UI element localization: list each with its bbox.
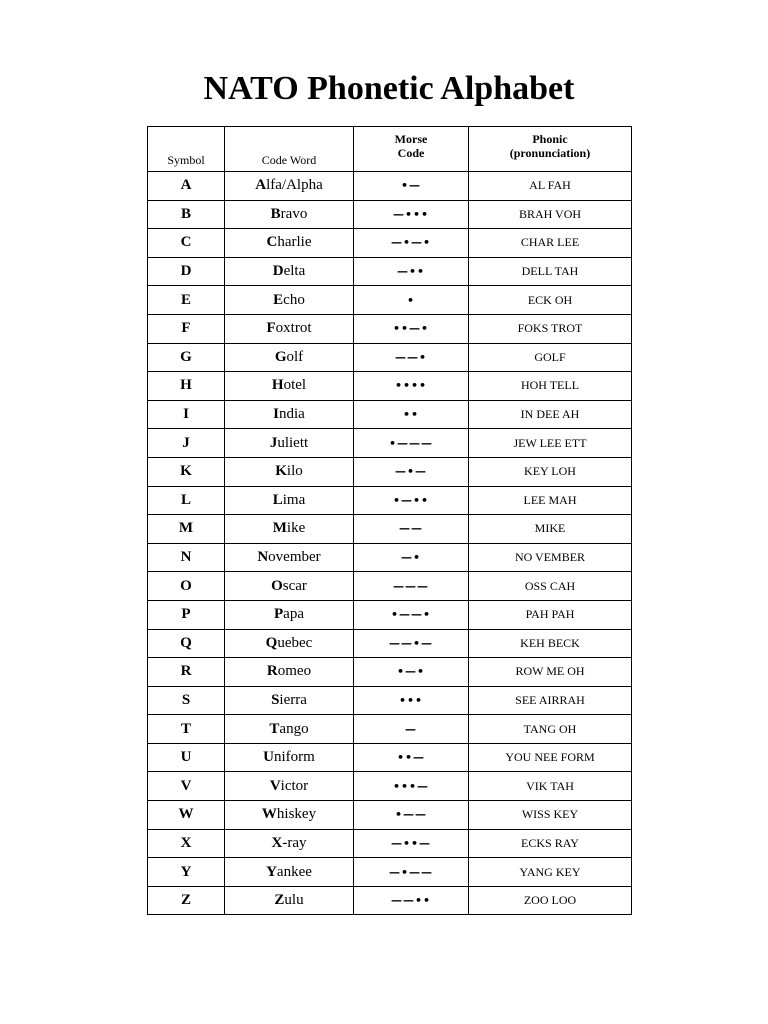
code-word-initial: H (271, 377, 284, 394)
code-word-initial: O (271, 577, 283, 594)
phonic-cell: NO VEMBER (469, 543, 632, 572)
code-word-cell (225, 572, 354, 601)
code-word-initial: T (269, 720, 280, 737)
header-phonic-line2: (pronunciation) (509, 146, 591, 160)
code-word-cell (225, 658, 354, 687)
morse-code-cell: • (354, 286, 469, 315)
code-word-rest: hiskey (276, 806, 317, 823)
table-row (148, 543, 632, 572)
code-word-cell (225, 829, 354, 858)
table-row (148, 457, 632, 486)
code-word-cell (225, 543, 354, 572)
symbol-cell: B (148, 200, 225, 229)
table-row (148, 372, 632, 401)
morse-code-cell: —•—— (354, 858, 469, 887)
phonic-cell: ECKS RAY (469, 829, 632, 858)
code-word-cell (225, 886, 354, 915)
table-row (148, 801, 632, 830)
table-row (148, 829, 632, 858)
phonic-cell: ROW ME OH (469, 658, 632, 687)
symbol-cell: S (148, 686, 225, 715)
morse-code-cell: —• (354, 543, 469, 572)
table-row (148, 400, 632, 429)
code-word-initial: Y (266, 863, 277, 880)
symbol-cell: H (148, 372, 225, 401)
morse-code-cell: •——• (354, 600, 469, 629)
code-word-rest: ango (279, 720, 309, 737)
symbol-cell: F (148, 314, 225, 343)
code-word-initial: R (266, 663, 278, 680)
phonic-cell: KEH BECK (469, 629, 632, 658)
code-word-initial: P (274, 606, 284, 623)
morse-code-cell: •••— (354, 772, 469, 801)
table-row (148, 429, 632, 458)
symbol-cell: V (148, 772, 225, 801)
phonic-cell: HOH TELL (469, 372, 632, 401)
phonic-cell: ZOO LOO (469, 886, 632, 915)
code-word-initial: G (274, 348, 287, 365)
symbol-cell: O (148, 572, 225, 601)
code-word-initial: K (275, 463, 287, 480)
code-word-cell (225, 400, 354, 429)
symbol-cell: P (148, 600, 225, 629)
morse-code-cell: ——•— (354, 629, 469, 658)
phonic-cell: KEY LOH (469, 457, 632, 486)
symbol-cell: N (148, 543, 225, 572)
code-word-rest: oxtrot (275, 320, 312, 337)
table-row (148, 772, 632, 801)
morse-code-cell: ——• (354, 343, 469, 372)
code-word-rest: harlie (277, 234, 312, 251)
table-row (148, 286, 632, 315)
code-word-initial: X (271, 834, 283, 851)
header-code-word (225, 127, 354, 172)
code-word-rest: ravo (280, 205, 308, 222)
header-morse-line1: Morse (394, 132, 428, 146)
table-row (148, 572, 632, 601)
code-word-initial: I (273, 406, 279, 423)
symbol-cell: Y (148, 858, 225, 887)
header-symbol-label: Symbol (167, 153, 205, 167)
table-row (148, 886, 632, 915)
morse-code-cell: ••— (354, 743, 469, 772)
morse-code-cell: —•• (354, 257, 469, 286)
code-word-initial: A (255, 177, 267, 194)
table-row (148, 229, 632, 258)
table-row (148, 257, 632, 286)
symbol-cell: M (148, 515, 225, 544)
morse-code-cell: —••• (354, 200, 469, 229)
phonic-cell: WISS KEY (469, 801, 632, 830)
code-word-rest: ike (286, 520, 306, 537)
code-word-rest: ulu (284, 892, 304, 909)
code-word-rest: ima (282, 491, 306, 508)
phonic-cell: YOU NEE FORM (469, 743, 632, 772)
code-word-initial: C (266, 234, 278, 251)
code-word-rest: ictor (280, 777, 309, 794)
symbol-cell: Z (148, 886, 225, 915)
phonic-cell: TANG OH (469, 715, 632, 744)
phonic-cell: JEW LEE ETT (469, 429, 632, 458)
code-word-rest: ierra (279, 691, 307, 708)
phonic-cell: SEE AIRRAH (469, 686, 632, 715)
phonetic-alphabet-table (147, 126, 632, 915)
code-word-cell (225, 629, 354, 658)
table-row (148, 515, 632, 544)
code-word-initial: Z (274, 892, 285, 909)
code-word-cell (225, 286, 354, 315)
symbol-cell: I (148, 400, 225, 429)
header-phonic (469, 127, 632, 172)
morse-code-cell: •——— (354, 429, 469, 458)
morse-code-cell: •• (354, 400, 469, 429)
symbol-cell: E (148, 286, 225, 315)
code-word-initial: B (270, 205, 281, 222)
code-word-cell (225, 372, 354, 401)
symbol-cell: X (148, 829, 225, 858)
table-row (148, 200, 632, 229)
code-word-initial: U (263, 749, 274, 766)
phonic-cell: YANG KEY (469, 858, 632, 887)
symbol-cell: R (148, 658, 225, 687)
morse-code-cell: —•— (354, 457, 469, 486)
header-morse-code (354, 127, 469, 172)
morse-code-cell: •—• (354, 658, 469, 687)
code-word-cell (225, 257, 354, 286)
phonic-cell: AL FAH (469, 172, 632, 201)
table-row (148, 743, 632, 772)
code-word-rest: otel (283, 377, 307, 394)
code-word-initial: N (257, 549, 269, 566)
code-word-rest: ilo (286, 463, 303, 480)
morse-code-cell: ••• (354, 686, 469, 715)
morse-code-cell: — (354, 715, 469, 744)
code-word-cell (225, 343, 354, 372)
header-symbol (148, 127, 225, 172)
header-code-word-label: Code Word (261, 153, 317, 167)
phonic-cell: MIKE (469, 515, 632, 544)
table-row (148, 658, 632, 687)
code-word-cell (225, 772, 354, 801)
code-word-rest: uebec (277, 634, 313, 651)
phonic-cell: CHAR LEE (469, 229, 632, 258)
code-word-rest: -ray (282, 834, 307, 851)
code-word-initial: Q (265, 634, 278, 651)
code-word-initial: D (272, 263, 284, 280)
code-word-cell (225, 229, 354, 258)
code-word-rest: ndia (279, 406, 305, 423)
morse-code-cell: •—•• (354, 486, 469, 515)
symbol-cell: A (148, 172, 225, 201)
symbol-cell: Q (148, 629, 225, 658)
code-word-cell (225, 457, 354, 486)
code-word-initial: E (273, 291, 284, 308)
code-word-rest: uliett (277, 434, 309, 451)
table-row (148, 600, 632, 629)
morse-code-cell: ——•• (354, 886, 469, 915)
header-morse-line2: Code (397, 146, 425, 160)
symbol-cell: U (148, 743, 225, 772)
morse-code-cell: —— (354, 515, 469, 544)
phonic-cell: BRAH VOH (469, 200, 632, 229)
table-row (148, 715, 632, 744)
code-word-initial: V (269, 777, 281, 794)
code-word-cell (225, 743, 354, 772)
code-word-rest: ovember (268, 549, 321, 566)
phonic-cell: GOLF (469, 343, 632, 372)
header-phonic-line1: Phonic (532, 132, 568, 146)
code-word-rest: elta (283, 263, 306, 280)
table-row (148, 629, 632, 658)
symbol-cell: G (148, 343, 225, 372)
morse-code-cell: ——— (354, 572, 469, 601)
morse-code-cell: •••• (354, 372, 469, 401)
phonic-cell: VIK TAH (469, 772, 632, 801)
table-row (148, 858, 632, 887)
morse-code-cell: —•—• (354, 229, 469, 258)
table-row (148, 486, 632, 515)
code-word-cell (225, 686, 354, 715)
code-word-cell (225, 801, 354, 830)
code-word-initial: M (272, 520, 287, 537)
phonic-cell: IN DEE AH (469, 400, 632, 429)
table-body (148, 172, 632, 915)
code-word-rest: niform (274, 749, 315, 766)
page-title: NATO Phonetic Alphabet (203, 70, 575, 107)
morse-code-cell: •—— (354, 801, 469, 830)
code-word-cell (225, 200, 354, 229)
symbol-cell: K (148, 457, 225, 486)
code-word-cell (225, 600, 354, 629)
phonic-cell: DELL TAH (469, 257, 632, 286)
code-word-rest: olf (286, 348, 304, 365)
symbol-cell: W (148, 801, 225, 830)
code-word-initial: S (271, 691, 280, 708)
phonic-cell: FOKS TROT (469, 314, 632, 343)
code-word-initial: F (266, 320, 276, 337)
code-word-cell (225, 486, 354, 515)
code-word-rest: ankee (276, 863, 312, 880)
code-word-cell (225, 429, 354, 458)
code-word-initial: J (269, 434, 278, 451)
morse-code-cell: —••— (354, 829, 469, 858)
code-word-cell (225, 715, 354, 744)
code-word-cell (225, 314, 354, 343)
code-word-cell (225, 515, 354, 544)
symbol-cell: L (148, 486, 225, 515)
morse-code-cell: ••—• (354, 314, 469, 343)
code-word-initial: W (261, 806, 277, 823)
code-word-cell (225, 172, 354, 201)
code-word-rest: omeo (277, 663, 312, 680)
phonic-cell: LEE MAH (469, 486, 632, 515)
code-word-rest: cho (283, 291, 305, 308)
phonic-cell: ECK OH (469, 286, 632, 315)
code-word-rest: scar (282, 577, 307, 594)
phonic-cell: PAH PAH (469, 600, 632, 629)
symbol-cell: D (148, 257, 225, 286)
table-row (148, 314, 632, 343)
table-row (148, 686, 632, 715)
symbol-cell: T (148, 715, 225, 744)
code-word-rest: apa (283, 606, 304, 623)
code-word-initial: L (272, 491, 283, 508)
symbol-cell: C (148, 229, 225, 258)
phonic-cell: OSS CAH (469, 572, 632, 601)
table-row (148, 343, 632, 372)
code-word-rest: lfa/Alpha (266, 177, 323, 194)
code-word-cell (225, 858, 354, 887)
table-header-row (148, 127, 632, 172)
symbol-cell: J (148, 429, 225, 458)
table-row (148, 172, 632, 201)
morse-code-cell: •— (354, 172, 469, 201)
